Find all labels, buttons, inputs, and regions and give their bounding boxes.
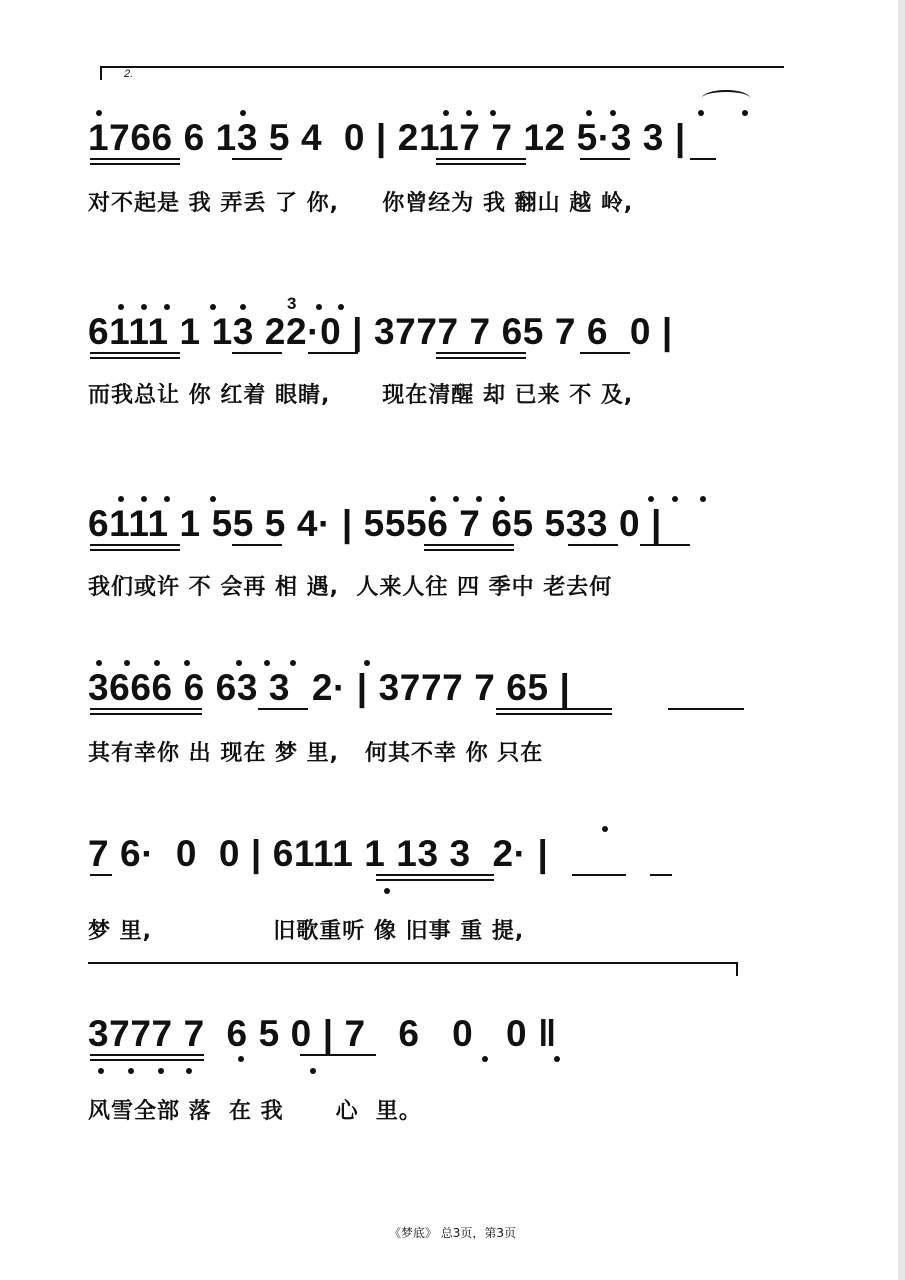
underline <box>90 708 202 710</box>
underline <box>496 713 612 715</box>
underline <box>232 352 282 354</box>
octave-dot <box>164 496 170 502</box>
page-footer: 《梦底》 总3页，第3页 <box>388 1226 517 1240</box>
notation-line-2: 6111 1 13 22·0 | 3777 7 65 7 6 0 | <box>88 311 673 352</box>
octave-dot <box>124 660 130 666</box>
octave-dot <box>184 660 190 666</box>
underline <box>690 158 716 160</box>
octave-dot <box>240 304 246 310</box>
underline <box>650 874 672 876</box>
slur <box>702 90 750 106</box>
page-edge <box>898 0 905 1280</box>
octave-dot-low <box>554 1056 560 1062</box>
octave-dot <box>648 496 654 502</box>
underline <box>568 544 618 546</box>
octave-dot <box>490 110 496 116</box>
octave-dot-low <box>186 1068 192 1074</box>
octave-dot <box>364 660 370 666</box>
underline <box>424 544 514 546</box>
volta-number: 2. <box>124 68 134 80</box>
octave-dot <box>430 496 436 502</box>
octave-dot-low <box>482 1056 488 1062</box>
octave-dot <box>466 110 472 116</box>
underline <box>90 158 180 160</box>
octave-dot <box>240 110 246 116</box>
octave-dot <box>698 110 704 116</box>
notation-line-3: 6111 1 55 5 4· | 5556 7 65 533 0 | <box>88 503 662 544</box>
octave-dot <box>742 110 748 116</box>
underline <box>90 544 180 546</box>
octave-dot <box>672 496 678 502</box>
underline <box>580 158 630 160</box>
octave-dot <box>476 496 482 502</box>
underline <box>436 158 526 160</box>
underline <box>232 544 282 546</box>
octave-dot <box>164 304 170 310</box>
octave-dot-low <box>158 1068 164 1074</box>
underline <box>436 357 526 359</box>
octave-dot <box>96 110 102 116</box>
octave-dot <box>453 496 459 502</box>
underline <box>436 352 526 354</box>
octave-dot-low <box>98 1068 104 1074</box>
octave-dot <box>96 660 102 666</box>
underline <box>308 352 358 354</box>
octave-dot <box>141 496 147 502</box>
octave-dot <box>290 660 296 666</box>
underline <box>496 708 612 710</box>
octave-dot <box>210 304 216 310</box>
octave-dot <box>141 304 147 310</box>
lyric-line-3: 我们或许 不 会再 相 遇, 人来人往 四 季中 老去何 <box>88 575 613 600</box>
underline <box>376 874 494 876</box>
notation-line-1: 1766 6 13 5 4 0 | 2117 7 12 5·3 3 | <box>88 117 686 158</box>
underline <box>90 1054 204 1056</box>
lyric-line-2: 而我总让 你 红着 眼睛, 现在清醒 却 已来 不 及, <box>88 383 634 408</box>
underline <box>424 549 514 551</box>
octave-dot <box>586 110 592 116</box>
underline <box>300 1054 376 1056</box>
underline <box>90 713 202 715</box>
underline <box>436 163 526 165</box>
underline <box>258 708 308 710</box>
lyric-line-1: 对不起是 我 弄丢 了 你, 你曾经为 我 翻山 越 岭, <box>88 191 634 216</box>
notation-line-6: 3777 7 6 5 0 | 7 6 0 0 ‖ <box>88 1013 558 1054</box>
octave-dot <box>700 496 706 502</box>
octave-dot <box>264 660 270 666</box>
volta-bracket <box>100 66 784 68</box>
octave-dot-low <box>310 1068 316 1074</box>
underline <box>90 352 180 354</box>
underline <box>90 357 180 359</box>
triplet-mark: 3 <box>287 294 297 313</box>
octave-dot <box>602 826 608 832</box>
octave-dot <box>443 110 449 116</box>
octave-dot <box>210 496 216 502</box>
lyric-line-4: 其有幸你 出 现在 梦 里, 何其不幸 你 只在 <box>88 741 544 766</box>
volta-bracket-end <box>88 962 738 964</box>
octave-dot <box>236 660 242 666</box>
underline <box>90 163 180 165</box>
octave-dot <box>338 304 344 310</box>
octave-dot-low <box>238 1056 244 1062</box>
notation-line-4: 3666 6 63 3 2· | 3777 7 65 | <box>88 667 571 708</box>
underline <box>580 352 630 354</box>
octave-dot <box>118 304 124 310</box>
octave-dot <box>154 660 160 666</box>
underline <box>90 1059 204 1061</box>
octave-dot <box>118 496 124 502</box>
lyric-line-6: 风雪全部 落 在 我 心 里。 <box>88 1099 422 1124</box>
underline <box>376 879 494 881</box>
underline <box>572 874 626 876</box>
underline <box>232 158 282 160</box>
underline <box>640 544 690 546</box>
notation-line-5: 7 6· 0 0 | 6111 1 13 3 2· | <box>88 833 549 874</box>
octave-dot <box>610 110 616 116</box>
octave-dot-low <box>128 1068 134 1074</box>
underline <box>668 708 744 710</box>
octave-dot <box>499 496 505 502</box>
lyric-line-5: 梦 里, 旧歌重听 像 旧事 重 提, <box>88 919 525 944</box>
underline <box>90 549 180 551</box>
octave-dot <box>316 304 322 310</box>
underline <box>90 874 112 876</box>
octave-dot-low <box>384 888 390 894</box>
